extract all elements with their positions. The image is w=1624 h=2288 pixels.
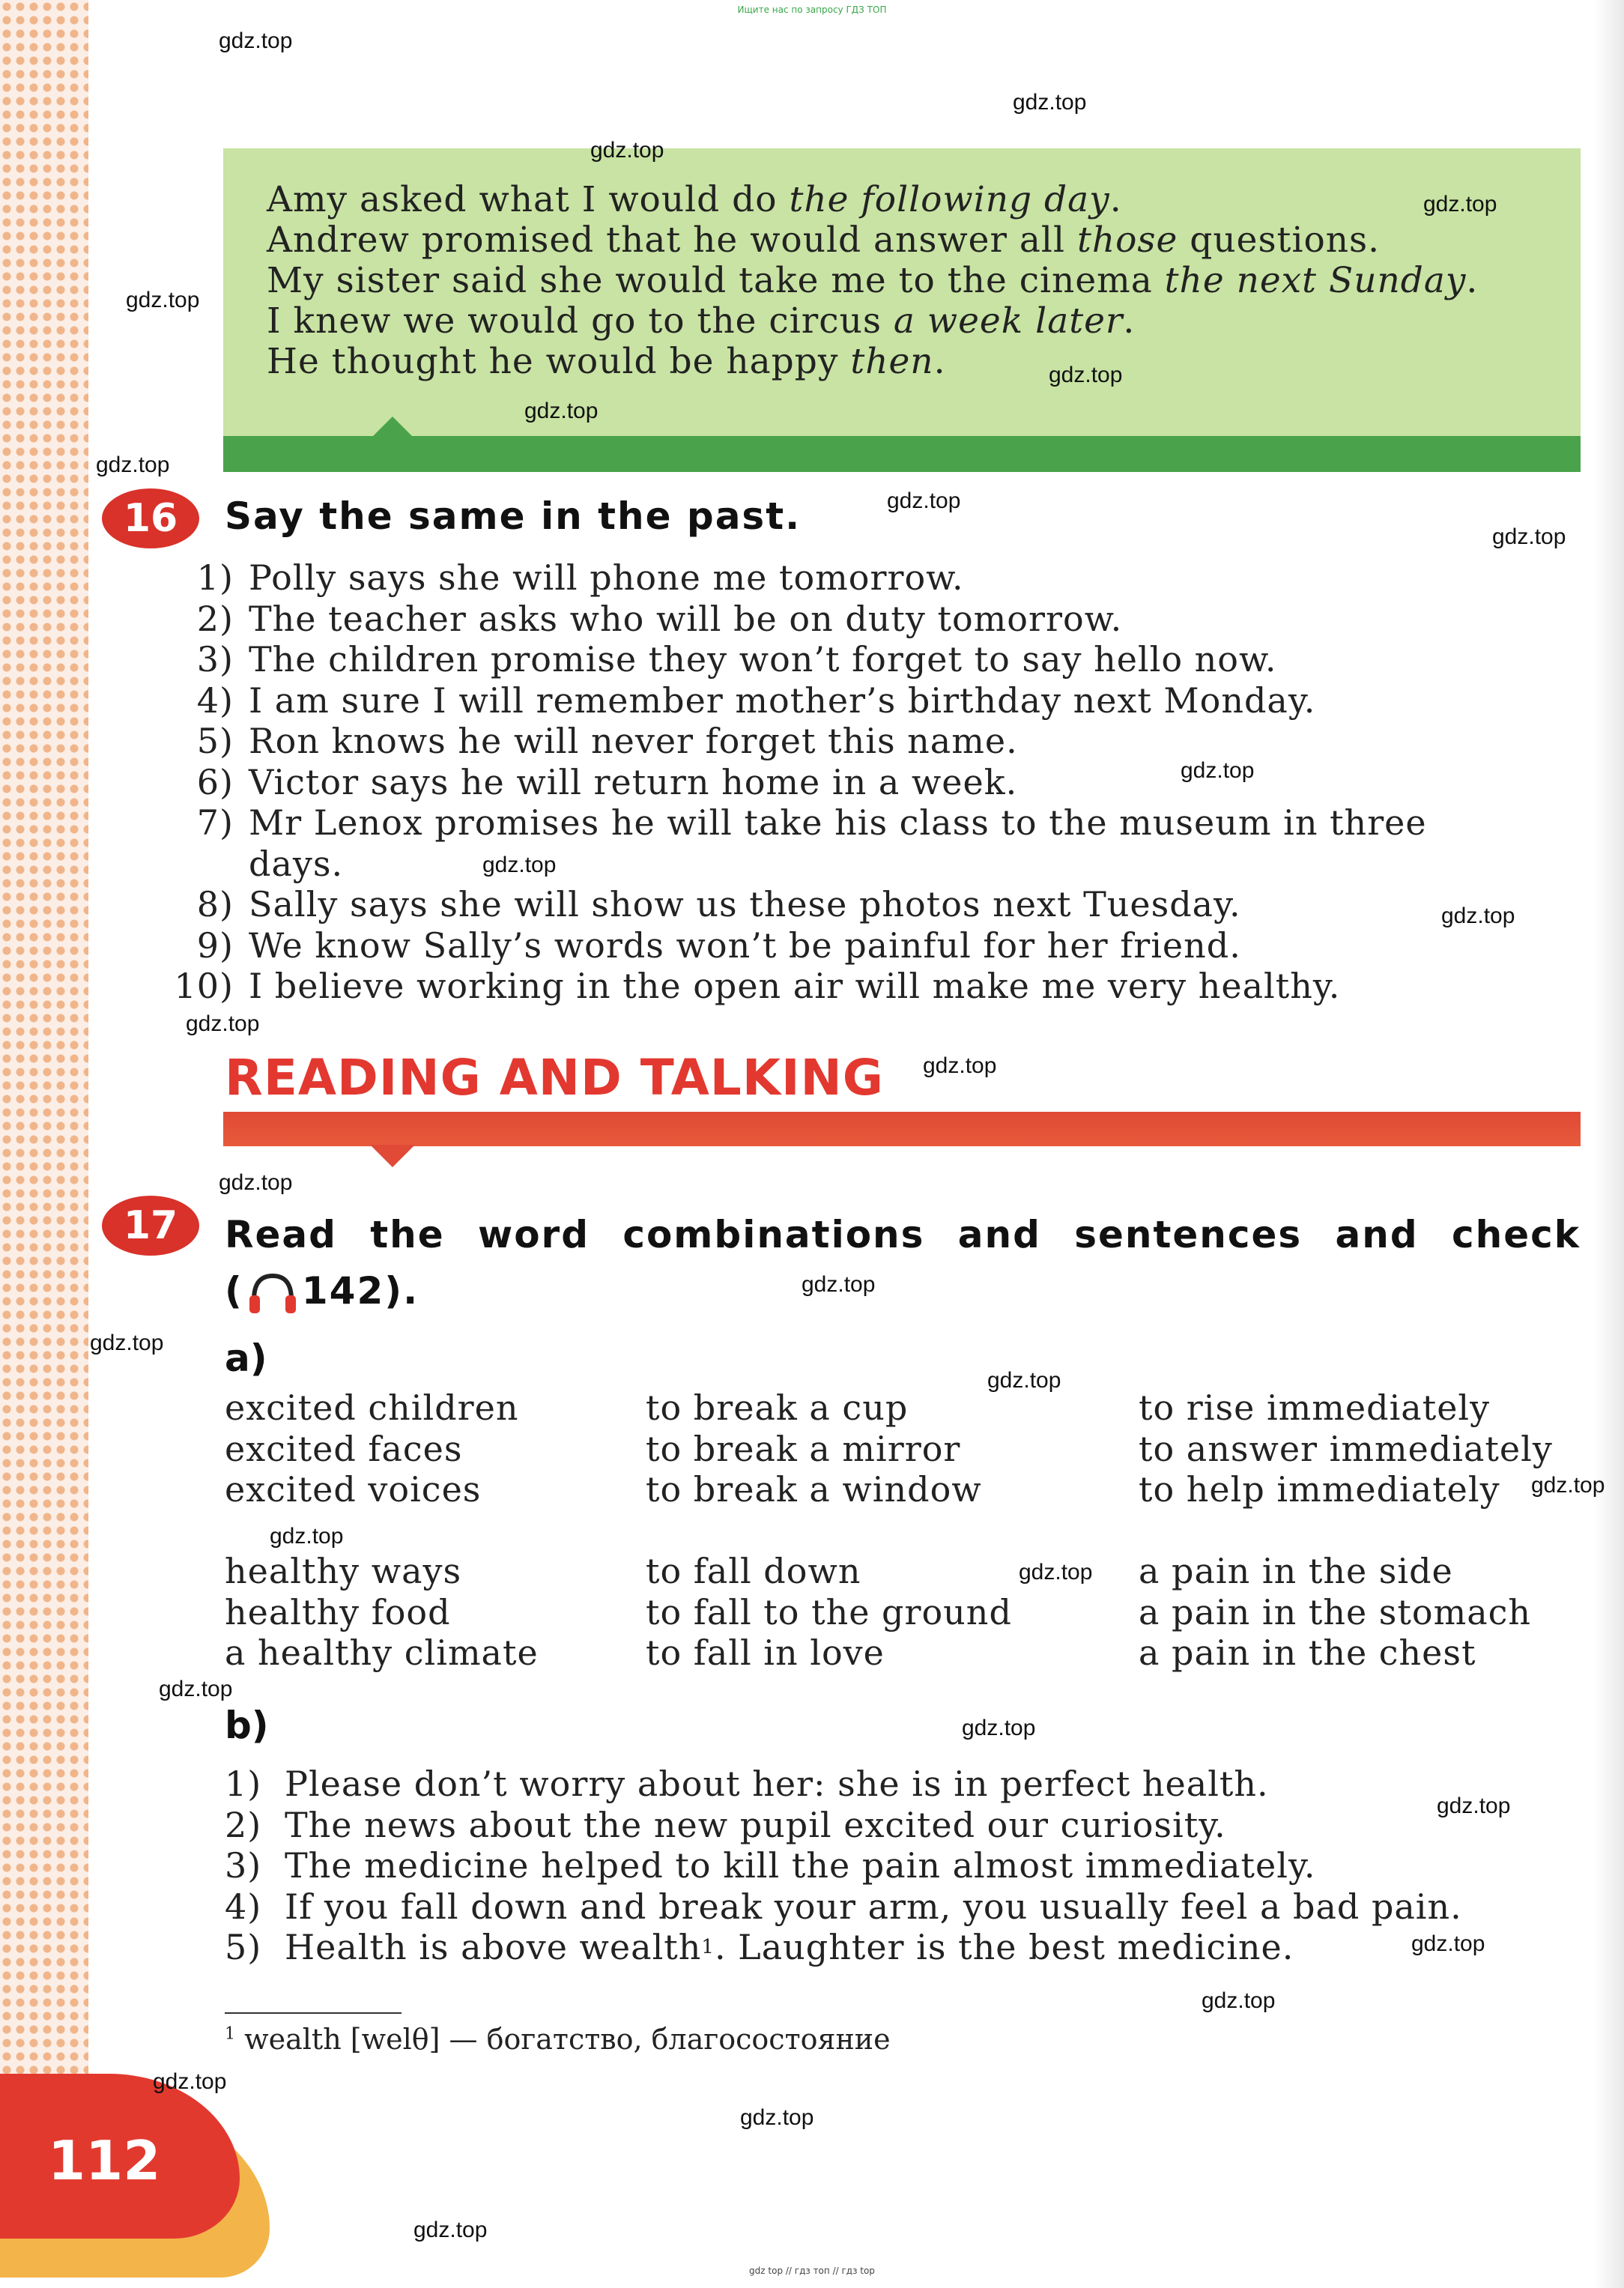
word-combinations-col2: to fall down to fall to the ground to fall in love [646,1551,1012,1673]
watermark: gdz.top [153,2069,227,2094]
footnote: $^1$ wealth [welθ] — богатство, благосостояние [225,2023,891,2056]
list-item: 7) Mr Lenox promises he will take his class to the museum in three [196,802,1427,843]
watermark: gdz.top [90,1331,164,1355]
example-line: I knew we would go to the circus a week later. [267,300,1136,342]
bottom-note: gdz top // гдз топ // гдз top [749,2266,875,2276]
list-item: 5) Ron knows he will never forget this name. [196,721,1018,761]
list-item: 1) Polly says she will phone me tomorrow. [196,557,964,598]
watermark: gdz.top [1492,524,1566,549]
list-item: 4) If you fall down and break your arm, you usually feel a bad pain. [225,1886,1462,1927]
watermark: gdz.top [1423,192,1497,217]
watermark: gdz.top [1411,1931,1485,1956]
exercise-number-badge: 16 [102,488,199,548]
word-combinations-col3: to rise immediately to answer immediately to help immediately [1139,1387,1553,1510]
word-combinations-col1: excited children excited faces excited voices [225,1387,519,1510]
watermark: gdz.top [887,488,961,513]
part-a-label: a) [225,1337,267,1380]
word-combinations-col1: healthy ways healthy food a healthy climate [225,1551,539,1673]
box-bottom-bar [223,436,1581,472]
watermark: gdz.top [1049,363,1123,387]
watermark: gdz.top [96,453,170,477]
example-line: Andrew promised that he would answer all those questions. [267,220,1381,261]
watermark: gdz.top [740,2105,814,2130]
page-number: 112 [48,2129,161,2192]
headphones-icon [246,1271,299,1316]
list-item: 2) The news about the new pupil excited our curiosity. [225,1804,1226,1845]
watermark: gdz.top [1437,1794,1511,1818]
watermark: gdz.top [1202,1988,1276,2013]
watermark: gdz.top [524,399,599,423]
top-note: Ищите нас по запросу ГДЗ ТОП [737,4,887,15]
watermark: gdz.top [159,1677,233,1701]
example-line: He thought he would be happy then. [267,341,946,382]
watermark: gdz.top [1019,1560,1093,1585]
exercise-title-line2: ( 142). [225,1269,419,1316]
watermark: gdz.top [1013,90,1087,115]
exercise-title: Read the word combinations and sentences and check [225,1213,1581,1256]
section-bar-notch [370,1145,415,1167]
watermark: gdz.top [1181,758,1255,783]
watermark: gdz.top [186,1011,260,1036]
dotted-margin-decoration [0,0,88,2083]
list-item: 6) Victor says he will return home in a week. [196,761,1018,802]
page-edge-shadow [1594,0,1624,2288]
example-line: My sister said she would take me to the cinema the next Sunday. [267,260,1479,301]
list-item: 3) The medicine helped to kill the pain almost immediately. [225,1845,1316,1886]
exercise-number-badge: 17 [102,1196,199,1256]
word-combinations-col3: a pain in the side a pain in the stomach a pain in the chest [1139,1551,1532,1673]
grammar-example-box [223,148,1581,472]
part-b-label: b) [225,1704,269,1747]
watermark: gdz.top [987,1368,1061,1393]
watermark: gdz.top [1441,904,1515,928]
footnote-rule [225,2012,402,2014]
list-item: 5) Health is above wealth 1 . Laughter is the best medicine. [225,1927,1294,1967]
watermark: gdz.top [1531,1473,1605,1498]
watermark: gdz.top [413,2218,488,2242]
section-heading: READING AND TALKING [225,1049,884,1107]
watermark: gdz.top [219,1170,293,1195]
list-item: 10) I believe working in the open air will make me very healthy. [174,966,1341,1006]
list-item-continuation: days. [249,843,344,884]
list-item: 1) Please don’t worry about her: she is in perfect health. [225,1764,1269,1804]
grammar-example-lines [267,180,1478,382]
watermark: gdz.top [802,1272,876,1297]
watermark: gdz.top [126,288,200,312]
word-combinations-col2: to break a cup to break a mirror to break a window [646,1387,982,1510]
watermark: gdz.top [482,853,557,877]
watermark: gdz.top [219,28,293,53]
exercise-title: Say the same in the past. [225,494,802,538]
exercise-17-sentences [225,1764,1462,1968]
watermark: gdz.top [923,1053,997,1078]
watermark: gdz.top [962,1716,1036,1740]
list-item: 9) We know Sally’s words won’t be painful for her friend. [196,924,1241,966]
watermark: gdz.top [270,1524,344,1549]
list-item: 8) Sally says she will show us these photos next Tuesday. [196,884,1241,924]
list-item: 4) I am sure I will remember mother’s birthday next Monday. [196,680,1316,721]
example-line: Amy asked what I would do the following day. [267,179,1122,220]
watermark: gdz.top [590,138,664,163]
section-bar [223,1112,1581,1146]
list-item: 3) The children promise they won’t forget to say hello now. [196,639,1277,680]
list-item: 2) The teacher asks who will be on duty tomorrow. [196,598,1123,639]
